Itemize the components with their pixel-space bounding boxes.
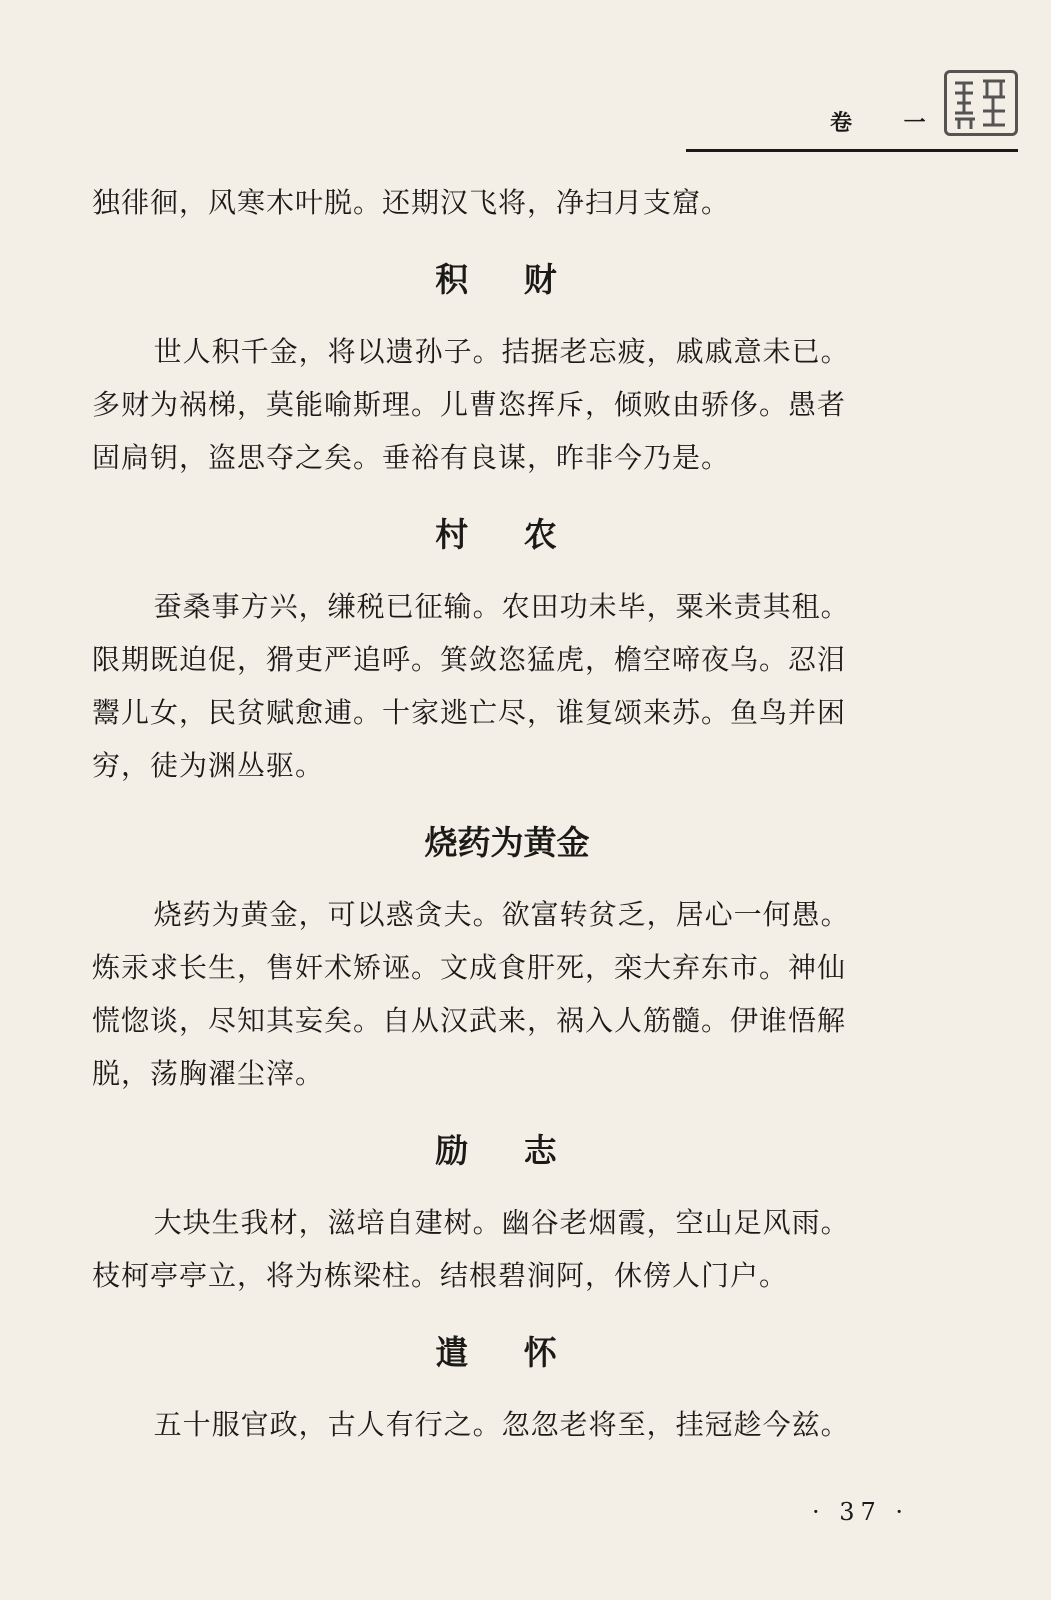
poem-line: 脱，荡胸濯尘滓。 xyxy=(92,1057,325,1090)
page-number: · 37 · xyxy=(812,1498,910,1526)
running-header: 卷 一 xyxy=(830,111,948,136)
poem-line: 五十服官政，古人有行之。忽忽老将至，挂冠趁今兹。 xyxy=(153,1408,850,1441)
poem-line: 蚕桑事方兴，缣税已征输。农田功未毕，粟米责其租。 xyxy=(153,590,850,623)
poem-line: 枝柯亭亭立，将为栋梁柱。结根碧涧阿，休傍人门户。 xyxy=(92,1259,789,1292)
poem-line: 鬻儿女，民贫赋愈逋。十家逃亡尽，谁复颂来苏。鱼鸟并困 xyxy=(92,696,847,729)
header-rule xyxy=(686,149,1018,152)
poem-line: 慌惚谈，尽知其妄矣。自从汉武来，祸入人筋髓。伊谁悟解 xyxy=(92,1004,847,1037)
page-body xyxy=(92,176,922,1451)
poem-title: 励 志 xyxy=(435,1131,579,1170)
poem-title: 村 农 xyxy=(435,515,579,554)
opening-line: 独徘徊，风寒木叶脱。还期汉飞将，净扫月支窟。 xyxy=(92,186,731,219)
poem-title: 烧药为黄金 xyxy=(424,823,590,862)
poem-line: 炼汞求长生，售奸术矫诬。文成食肝死，栾大弃东市。神仙 xyxy=(92,951,847,984)
poem-line: 限期既迫促，猾吏严追呼。箕敛恣猛虎，檐空啼夜乌。忍泪 xyxy=(92,643,847,676)
poem-line: 大块生我材，滋培自建树。幽谷老烟霞，空山足风雨。 xyxy=(153,1206,850,1239)
poem-line: 穷，徒为渊丛驱。 xyxy=(92,749,325,782)
poem-line: 烧药为黄金，可以惑贪夫。欲富转贫乏，居心一何愚。 xyxy=(153,898,850,931)
poem-title: 积 财 xyxy=(435,260,579,299)
poem-line: 固扃钥，盗思夺之矣。垂裕有良谋，昨非今乃是。 xyxy=(92,441,731,474)
poem-line: 多财为祸梯，莫能喻斯理。儿曹恣挥斥，倾败由骄侈。愚者 xyxy=(92,388,847,421)
poem-title: 遣 怀 xyxy=(435,1333,579,1372)
poem-line: 世人积千金，将以遗孙子。拮据老忘疲，戚戚意未已。 xyxy=(153,335,850,368)
seal-stamp-icon xyxy=(944,70,1018,136)
